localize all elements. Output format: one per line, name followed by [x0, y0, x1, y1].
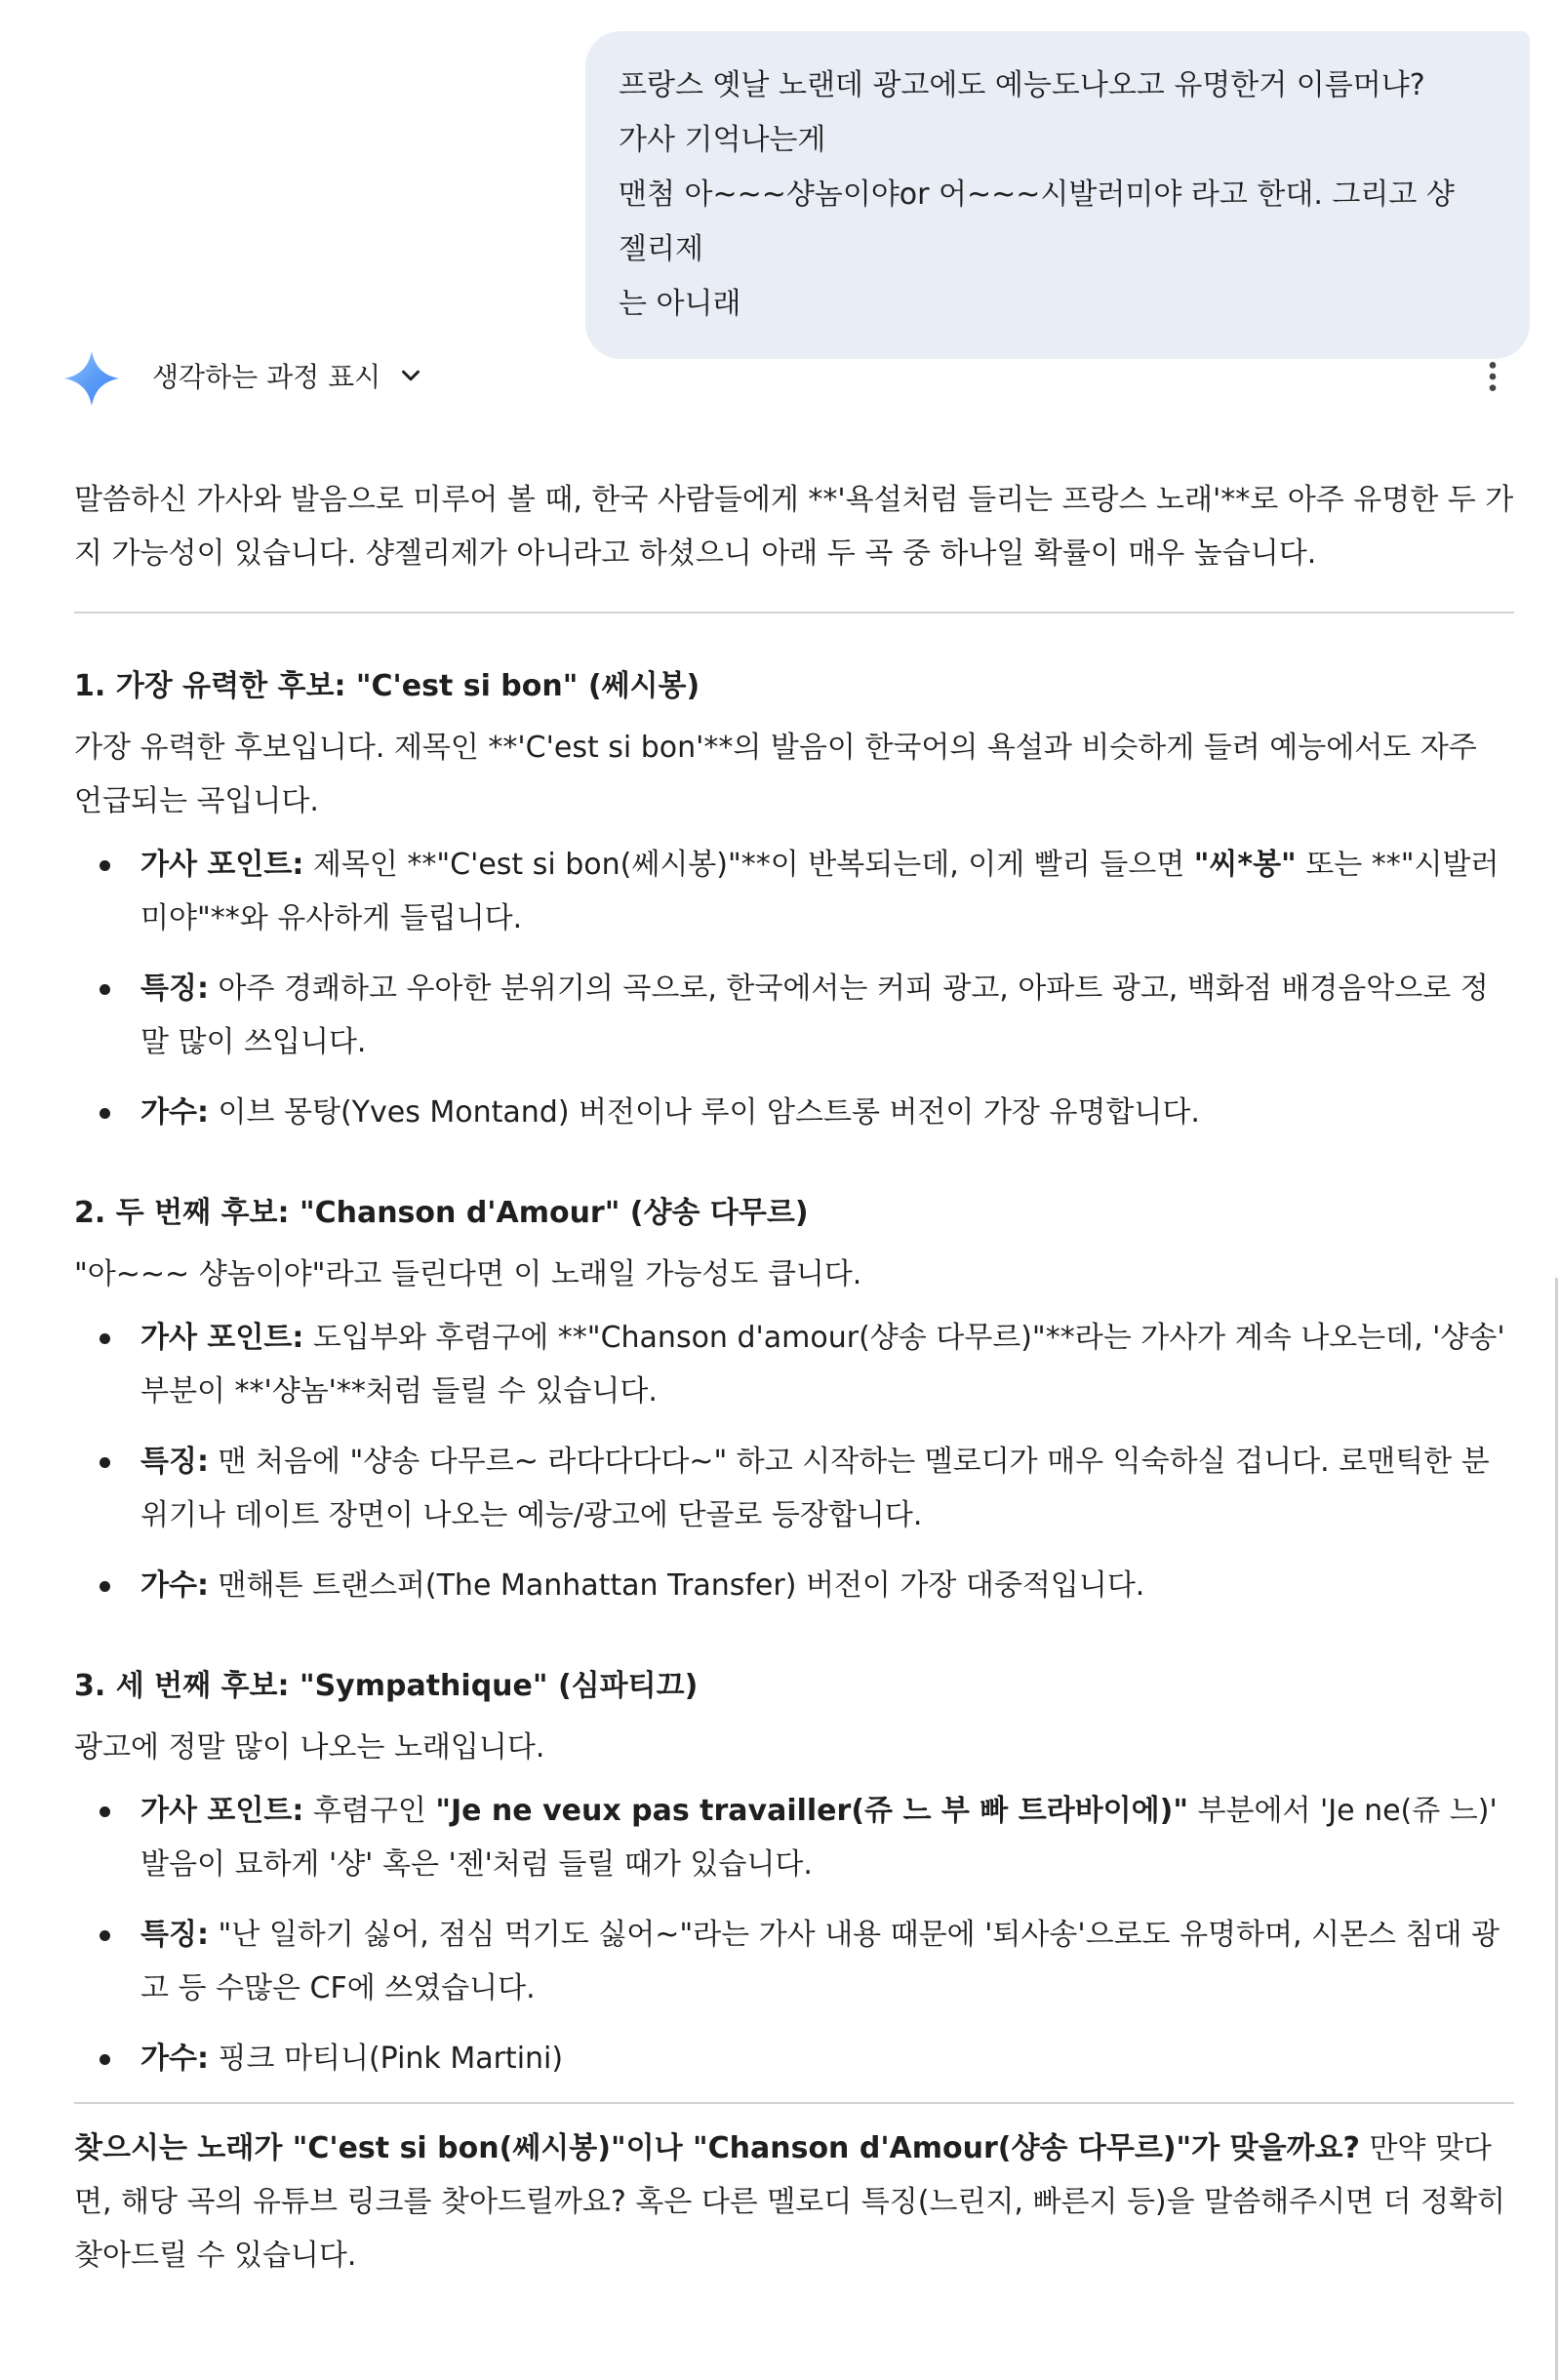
chevron-down-icon [396, 361, 425, 390]
divider [74, 2102, 1514, 2104]
user-message-line: 프랑스 옛날 노랜데 광고에도 예능도나오고 유명한거 이름머냐? [619, 68, 1425, 102]
bullet-text: 또는 **"시발러미야"**와 유사하게 들립니다. [140, 848, 1500, 935]
scrollbar[interactable] [1555, 1278, 1558, 2380]
list-item [74, 2032, 1514, 2085]
list-item [74, 962, 1514, 1069]
section-title: 3. 세 번째 후보: "Sympathique" (심파티끄) [74, 1669, 699, 1703]
section-body: 가장 유력한 후보입니다. 제목인 **'C'est si bon'**의 발음이 한국어의 욕설과 비슷하게 들려 예능에서도 자주 언급되는 곡입니다. [74, 731, 1477, 818]
list-item [74, 838, 1514, 945]
user-message-line: 맨첨 아~~~샹놈이야or 어~~~시발러미야 라고 한대. 그리고 샹젤리제 [619, 178, 1455, 266]
bullet-label: 가사 포인트: [140, 1321, 304, 1355]
bullet-text: 도입부와 후렴구에 **"Chanson d'amour(샹송 다무르)"**라는 가사가 계속 나오는데, '샹송' 부분이 **'샹놈'**처럼 들릴 수 있습니다. [140, 1321, 1505, 1408]
closing-question: 찾으시는 노래가 "C'est si bon(쎄시봉)"이나 "Chanson d'Amour(샹송 다무르)"가 맞을까요? [74, 2131, 1360, 2165]
list-item [74, 1908, 1514, 2015]
bullet-strong: "Je ne veux pas travailler(쥬 느 부 빠 트라바이에)" [435, 1794, 1188, 1828]
response-intro: 말씀하신 가사와 발음으로 미루어 볼 때, 한국 사람들에게 **'욕설처럼 들리는 프랑스 노래'**로 아주 유명한 두 가지 가능성이 있습니다. 샹젤리제가 아니라고 하셨으니 아래 두 곡 중 하나일 확률이 매우 높습니다. [74, 483, 1514, 571]
bullet-text: 이브 몽탕(Yves Montand) 버전이나 루이 암스트롱 버전이 가장 유명합니다. [208, 1095, 1200, 1130]
gemini-sparkle-icon [60, 347, 123, 410]
response-content [74, 473, 1514, 2282]
section-body: 광고에 정말 많이 나오는 노래입니다. [74, 1730, 545, 1765]
user-message-line: 는 아니래 [619, 287, 741, 321]
closing-paragraph [74, 2122, 1514, 2282]
bullet-list [74, 1784, 1514, 2085]
bullet-text: 아주 경쾌하고 우아한 분위기의 곡으로, 한국에서는 커피 광고, 아파트 광고, 백화점 배경음악으로 정말 많이 쓰입니다. [140, 972, 1489, 1059]
bullet-text: 후렴구인 [303, 1794, 436, 1828]
bullet-text: 제목인 **"C'est si bon(쎄시봉)"**이 반복되는데, 이게 빨리 들으면 [303, 848, 1194, 882]
show-thinking-label: 생각하는 과정 표시 [152, 361, 381, 393]
list-item [74, 1311, 1514, 1418]
bullet-label: 특징: [140, 1445, 209, 1479]
section-body: "아~~~ 샹놈이야"라고 들린다면 이 노래일 가능성도 큽니다. [74, 1257, 862, 1291]
bullet-text: 맨 처음에 "샹송 다무르~ 라다다다다~" 하고 시작하는 멜로디가 매우 익숙하실 겁니다. 로맨틱한 분위기나 데이트 장면이 나오는 예능/광고에 단골로 등장합니다. [140, 1445, 1490, 1532]
bullet-label: 특징: [140, 1918, 209, 1952]
bullet-label: 가사 포인트: [140, 848, 304, 882]
bullet-label: 가사 포인트: [140, 1794, 304, 1828]
bullet-list [74, 838, 1514, 1139]
bullet-label: 가수: [140, 1095, 209, 1130]
show-thinking-button[interactable] [152, 332, 425, 419]
bullet-label: 가수: [140, 2042, 209, 2076]
bullet-text: 부분에서 'Je ne(쥬 느)' 발음이 묘하게 '샹' 혹은 '젠'처럼 들릴 때가 있습니다. [140, 1794, 1498, 1882]
bullet-text: 맨해튼 트랜스퍼(The Manhattan Transfer) 버전이 가장 대중적입니다. [208, 1568, 1145, 1603]
bullet-label: 가수: [140, 1568, 209, 1603]
bullet-list [74, 1311, 1514, 1612]
section-title: 2. 두 번째 후보: "Chanson d'Amour" (샹송 다무르) [74, 1196, 809, 1230]
user-message-line: 가사 기억나는게 [619, 123, 826, 157]
user-message-bubble [585, 31, 1530, 359]
divider [74, 612, 1514, 614]
closing-text: 만약 맞다면, 해당 곡의 유튜브 링크를 찾아드릴까요? 혹은 다른 멜로디 특징(느린지, 빠른지 등)을 말씀해주시면 더 정확히 찾아드릴 수 있습니다. [74, 2131, 1506, 2273]
response-header [55, 332, 1518, 419]
list-item [74, 1559, 1514, 1612]
bullet-strong: "씨*봉" [1193, 848, 1297, 882]
bullet-text: 핑크 마티니(Pink Martini) [208, 2042, 564, 2076]
list-item [74, 1784, 1514, 1891]
more-vert-icon[interactable] [1473, 357, 1512, 396]
list-item [74, 1086, 1514, 1139]
bullet-text: "난 일하기 싫어, 점심 먹기도 싫어~"라는 가사 내용 때문에 '퇴사송'으로도 유명하며, 시몬스 침대 광고 등 수많은 CF에 쓰였습니다. [140, 1918, 1500, 2005]
list-item [74, 1435, 1514, 1542]
section-title: 1. 가장 유력한 후보: "C'est si bon" (쎄시봉) [74, 669, 700, 703]
bullet-label: 특징: [140, 972, 209, 1006]
